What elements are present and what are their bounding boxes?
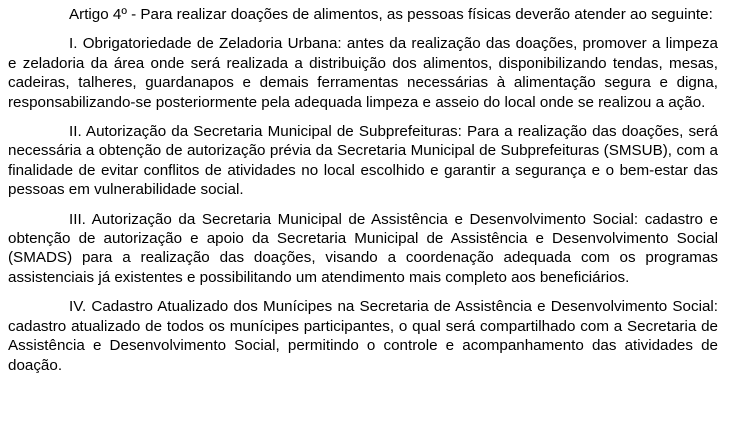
article-item-ii: II. Autorização da Secretaria Municipal de Subprefeituras: Para a realização das doações, será necessária a obtenção de autorização prévia da Secretaria Municipal de Subprefeituras (SMSUB), com a finalidade de evitar conflitos de atividades no local escolhido e garantir a segurança e o bem-estar das pessoas em vulnerabilidade social.	[8, 123, 718, 199]
article-item-iii: III. Autorização da Secretaria Municipal de Assistência e Desenvolvimento Social: cadastro e obtenção de autorização e apoio da Secretaria Municipal de Assistência e Desenvolvimento Social (SMADS) para a realização das doações, visando a coordenação adequada com os programas assistenciais já existentes e possibilitando um atendimento mais completo aos beneficiários.	[8, 210, 718, 286]
article-item-i: I. Obrigatoriedade de Zeladoria Urbana: antes da realização das doações, promover a limpeza e zeladoria da área onde será realizada a distribuição dos alimentos, disponibilizando tendas, mesas, cadeiras, talheres, guardanapos e demais ferramentas necessárias à alimentação segura e digna, responsabilizando-se posteriormente pela adequada limpeza e asseio do local onde se realizou a ação.	[8, 35, 718, 111]
article-item-iv: IV. Cadastro Atualizado dos Munícipes na Secretaria de Assistência e Desenvolvimento Social: cadastro atualizado de todos os munícipes participantes, o qual será compartilhado com a Secretaria de Assistência e Desenvolvimento Social, permitindo o controle e acompanhamento das atividades de doação.	[8, 298, 718, 374]
article-intro: Artigo 4º - Para realizar doações de alimentos, as pessoas físicas deverão atender ao seguinte:	[69, 6, 713, 23]
document-body	[8, 5, 718, 375]
